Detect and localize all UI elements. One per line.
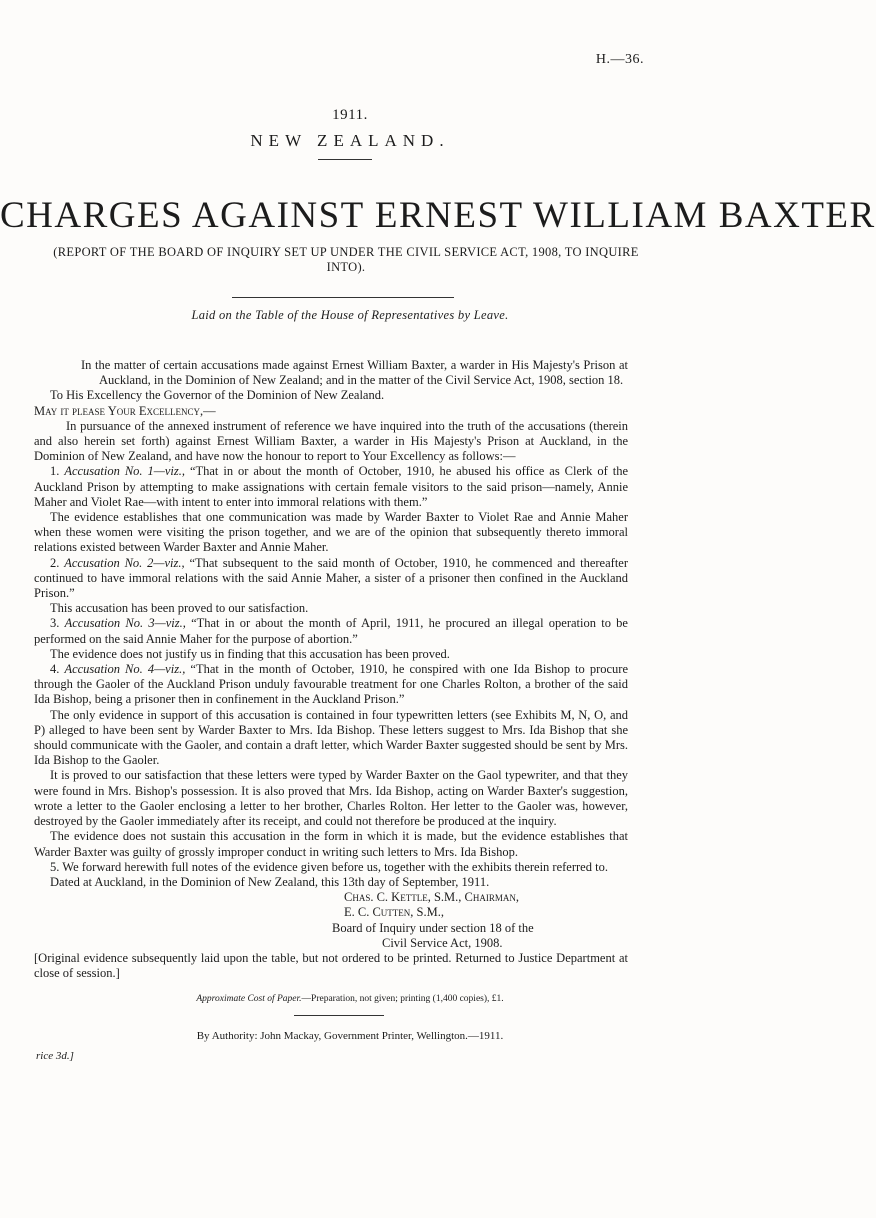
laid-on-table-note: Laid on the Table of the House of Representatives by Leave.: [191, 308, 509, 322]
accusation-4-text: “That in the month of October, 1910, he conspired with one Ida Bishop to procure through the Gaoler of the Auckland Prison unduly favourable treatment for one Charles Rolton, a brother of the said Ida Bishop, being a prisoner then in confinement in the Auckland Prison.”: [34, 662, 629, 707]
accusation-1: [34, 464, 628, 510]
accusation-1-finding: The evidence establishes that one communication was made by Warder Baxter to Violet Rae and Annie Maher when these women were visiting the prison together, and we are of the opinion that subsequently thereto immoral relations existed between Warder Baxter and Annie Maher.: [34, 510, 628, 555]
price-note: rice 3d.]: [36, 1050, 74, 1062]
dated-line: Dated at Auckland, in the Dominion of New Zealand, this 13th day of September, 1911.: [50, 874, 490, 889]
accusation-1-text: “That in or about the month of October, 1910, he abused his office as Clerk of the Auckland Prison by attempting to make assignations with certain female visitors to the said prison—namely, Annie Maher and Violet Rae—with intent to enter into immoral relations with them.”: [34, 464, 628, 509]
accusation-3-number: 3.: [50, 616, 60, 631]
cost-of-paper: [0, 994, 700, 1004]
cost-label: Approximate Cost of Paper.: [196, 994, 302, 1004]
accusation-1-number: 1.: [50, 464, 60, 479]
accusation-3-finding: The evidence does not justify us in finding that this accusation has been proved.: [50, 646, 450, 661]
paragraph-5: 5. We forward herewith full notes of the evidence given before us, together with the exhibits therein referred to.: [50, 859, 608, 874]
laid-divider: [232, 297, 454, 298]
header-divider: [318, 159, 372, 160]
accusation-4: [34, 662, 628, 708]
accusation-4-finding-1: The only evidence in support of this accusation is contained in four typewritten letters (see Exhibits M, N, O, and P) alleged to have been sent by Warder Baxter to Mrs. Ida Bishop. These letters suggest to Mrs. Ida Bishop that she should communicate with the Gaoler, and contain a draft letter, which Warder Baxter suggested should be sent by Mrs. Ida Bishop to the Gaoler.: [34, 707, 628, 768]
document-title: CHARGES AGAINST ERNEST WILLIAM BAXTER: [0, 195, 876, 236]
document-subtitle: (REPORT OF THE BOARD OF INQUIRY SET UP UNDER THE CIVIL SERVICE ACT, 1908, TO INQUIRE INTO).: [53, 245, 639, 274]
footer-divider: [294, 1015, 384, 1016]
intro-paragraph: In pursuance of the annexed instrument of reference we have inquired into the truth of the accusations (therein and also herein set forth) against Ernest William Baxter, a warder in His Majesty's Prison at Auckland, in the Dominion of New Zealand, and have now the honour to report to Your Excellency as follows:—: [34, 418, 628, 464]
signature-chairman: Chas. C. Kettle, S.M., Chairman,: [344, 890, 519, 905]
accusation-2-finding: This accusation has been proved to our satisfaction.: [50, 601, 309, 616]
accusation-3: [34, 616, 628, 646]
printer-authority: By Authority: John Mackay, Government Printer, Wellington.—1911.: [196, 1030, 504, 1042]
document-year: 1911.: [332, 107, 368, 123]
accusation-4-finding-2: It is proved to our satisfaction that these letters were typed by Warder Baxter on the Gaol typewriter, and that they were found in Mrs. Bishop's possession. It is also proved that Mrs. Ida Bishop, acting on Warder Baxter's suggestion, wrote a letter to the Gaoler enclosing a letter to her brother, Charles Rolton. Her letter to the Gaoler was, however, destroyed by the Gaoler immediately after its receipt, and could not therefore be produced at the inquiry.: [34, 768, 628, 829]
accusation-2: [34, 556, 628, 602]
evidence-note: [Original evidence subsequently laid upon the table, but not ordered to be printed. Returned to Justice Department at close of session.]: [34, 950, 628, 981]
accusation-2-text: “That subsequent to the said month of October, 1910, he commenced and thereafter continued to have immoral relations with the said Annie Maher, a sister of a prisoner then confined in the Auckland Prison.”: [34, 555, 628, 601]
accusation-4-finding-3: The evidence does not sustain this accusation in the form in which it is made, but the evidence establishes that Warder Baxter was guilty of grossly improper conduct in writing such letters to Mrs. Ida Bishop.: [34, 829, 628, 859]
accusation-4-label: Accusation No. 4—viz.,: [64, 662, 186, 677]
country-heading: NEW ZEALAND.: [250, 131, 450, 150]
matter-clause: In the matter of certain accusations made against Ernest William Baxter, a warder in His Majesty's Prison at Auckland, in the Dominion of New Zealand; and in the matter of the Civil Service Act, 1908, section 18.: [81, 358, 628, 388]
accusation-4-number: 4.: [50, 662, 60, 677]
accusation-3-label: Accusation No. 3—viz.,: [64, 616, 186, 631]
accusation-2-number: 2.: [50, 555, 60, 570]
signature-act: Civil Service Act, 1908.: [382, 935, 503, 950]
signature-board: Board of Inquiry under section 18 of the: [332, 920, 534, 935]
cost-text: —Preparation, not given; printing (1,400 copies), £1.: [301, 994, 504, 1004]
report-body: [34, 358, 628, 981]
document-reference: H.—36.: [595, 52, 644, 67]
accusation-2-label: Accusation No. 2—viz.,: [64, 555, 185, 570]
salutation: May it please Your Excellency,—: [34, 403, 216, 418]
signature-block: [332, 890, 628, 951]
signature-member: E. C. Cutten, S.M.,: [344, 905, 444, 920]
accusation-1-label: Accusation No. 1—viz.,: [64, 464, 185, 479]
accusation-3-text: “That in or about the month of April, 1911, he procured an illegal operation to be performed on the said Annie Maher for the purpose of abortion.”: [34, 616, 628, 646]
addressee: To His Excellency the Governor of the Dominion of New Zealand.: [50, 388, 385, 403]
